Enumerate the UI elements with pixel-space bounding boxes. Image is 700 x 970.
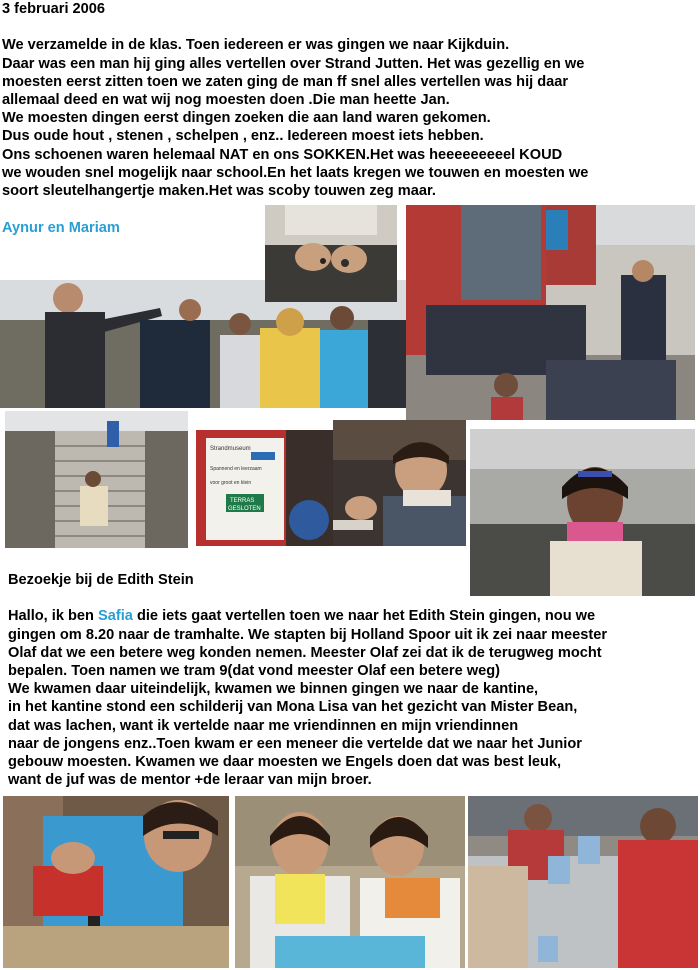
story-heading: Bezoekje bij de Edith Stein xyxy=(8,572,194,588)
story-line: Ons schoenen waren helemaal NAT en ons SOKKEN.Het was heeeeeeeeel KOUD xyxy=(2,146,563,163)
photo-girl-rope xyxy=(333,420,466,546)
story-line: We moesten dingen eerst dingen zoeken die aan land waren gekomen. xyxy=(2,110,491,127)
sign-line-2: Spannend en leerzaam xyxy=(210,466,262,472)
story-line: naar de jongens enz..Toen kwam er een meneer die vertelde dat we naar het Junior xyxy=(8,735,582,752)
story-edith-stein xyxy=(8,571,607,789)
story-line: Olaf dat we een betere weg konden nemen. Meester Olaf zei dat ik de terugweg mocht xyxy=(8,644,602,661)
photo-group-building xyxy=(406,205,695,420)
story-line: dat was lachen, want ik vertelde naar me vriendinnen en mijn vriendinnen xyxy=(8,717,519,734)
photo-stairs xyxy=(5,411,188,548)
intro-after: die iets gaat vertellen toen we naar het Edith Stein gingen, nou we xyxy=(132,608,596,625)
story-line: gingen om 8.20 naar de tramhalte. We stapten bij Holland Spoor uit ik zei naar meester xyxy=(8,626,608,643)
story-line: we wouden snel mogelijk naar school.En het laats kregen we touwen en moesten we xyxy=(2,164,589,181)
author-name: Safia xyxy=(98,608,133,625)
story-line: moesten eerst zitten toen we zaten ging de man ff snel alles vertellen was hij daar xyxy=(2,73,569,90)
photo-museum-sign xyxy=(196,430,333,546)
story-line xyxy=(8,607,607,625)
story-line: allemaal deed en wat wij nog moesten doen .Die man heette Jan. xyxy=(2,92,450,108)
story-authors: Aynur en Mariam xyxy=(2,220,120,236)
sign-line-3: voor groot en klein xyxy=(210,480,252,486)
photo-hands-shells xyxy=(265,205,397,302)
story-line: We kwamen daar uiteindelijk, kwamen we binnen gingen we naar de kantine, xyxy=(8,681,539,698)
story-date: 3 februari 2006 xyxy=(2,1,106,17)
photo-girls-craft xyxy=(235,796,465,968)
sign-line-4: TERRAS xyxy=(230,498,255,504)
story-kijkduin xyxy=(2,0,588,200)
story-line: bepalen. Toen namen we tram 9(dat vond meester Olaf een betere weg) xyxy=(8,663,500,679)
story-line: want de juf was de mentor +de leraar van mijn broer. xyxy=(8,772,372,789)
story-line: Dus oude hout , stenen , schelpen , enz.. Iedereen moest iets hebben. xyxy=(2,128,484,145)
intro-before: Hallo, ik ben xyxy=(8,608,99,625)
story-line: Daar was een man hij ging alles vertellen over Strand Jutten. Het was gezellig en we xyxy=(2,55,585,72)
photo-classroom xyxy=(468,796,698,968)
story-line: in het kantine stond een schilderij van Mona Lisa van het gezicht van Mister Bean, xyxy=(8,699,578,716)
photo-drill xyxy=(3,796,229,968)
sign-line-5: GESLOTEN xyxy=(228,506,261,512)
story-line: gebouw moesten. Kwamen we daar moesten we Engels doen dat was best leuk, xyxy=(8,754,562,771)
story-line: We verzamelde in de klas. Toen iedereen er was gingen we naar Kijkduin. xyxy=(2,37,510,54)
story-line: soort sleutelhangertje maken.Het was scoby touwen zeg maar. xyxy=(2,183,436,200)
sign-line-1: Strandmuseum xyxy=(210,446,251,452)
